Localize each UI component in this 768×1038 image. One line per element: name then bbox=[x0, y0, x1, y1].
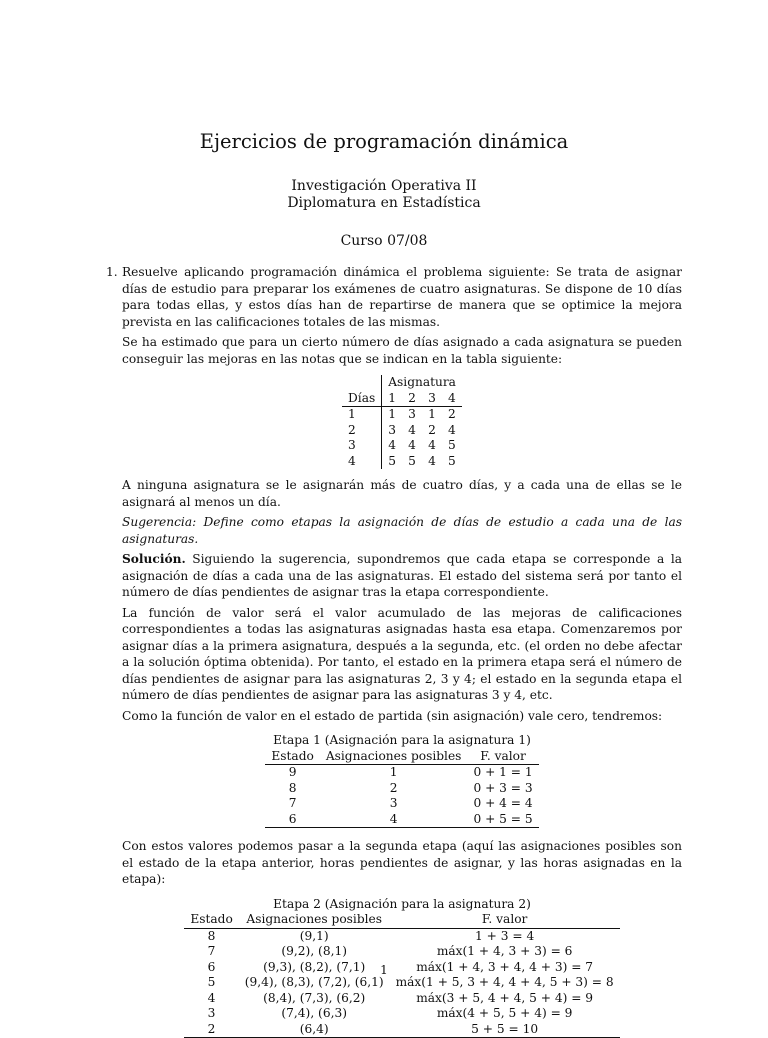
table-cell: 7 bbox=[288, 796, 297, 810]
solution-text: Siguiendo la sugerencia, supondremos que cada etapa se corresponde a la asignación de días a cada una de las asignaturas. El estado del sistema será por tanto el número de días pendientes de asignar tras la etapa correspondiente. bbox=[122, 552, 682, 599]
table-group-header: Asignatura bbox=[388, 375, 456, 389]
initial-state-paragraph: Como la función de valor en el estado de partida (sin asignación) vale cero, tendremos: bbox=[122, 708, 663, 723]
table-cell: 6 bbox=[288, 811, 297, 826]
document-title: Ejercicios de programación dinámica bbox=[199, 130, 569, 153]
table-cell: 8 bbox=[288, 780, 297, 795]
table-cell: 4 bbox=[388, 438, 396, 452]
table-cell: 5 bbox=[448, 453, 456, 468]
table-cell: 3 bbox=[389, 796, 398, 810]
table-cell: 4 bbox=[342, 454, 382, 470]
table-cell: (6,4) bbox=[299, 1021, 329, 1036]
exercise-statement: Resuelve aplicando programación dinámica el problema siguiente: Se trata de asignar días de estudio para preparar los exámenes de cuatro asignaturas. Se dispone de 10 días para todas ellas, y estos días han de repartirse de manera que se optimice la mejora prevista en las calificaciones totales de las mismas. bbox=[122, 265, 682, 329]
table-col-header: F. valor bbox=[481, 912, 528, 926]
table-cell: 2 bbox=[389, 780, 398, 795]
table-cell: 3 bbox=[342, 438, 382, 454]
table-cell: 2 bbox=[342, 423, 382, 439]
table-cell: (9,3), (8,2), (7,1) bbox=[263, 959, 366, 974]
hint-paragraph: Sugerencia: Define como etapas la asignación de días de estudio a cada una de las asignaturas. bbox=[122, 515, 682, 546]
table-cell: 1 bbox=[389, 765, 398, 779]
table-cell: 0 + 1 = 1 bbox=[473, 765, 533, 779]
table-cell: máx(1 + 4, 3 + 4, 4 + 3) = 7 bbox=[416, 959, 594, 974]
exercise-number: 1. bbox=[106, 265, 118, 279]
table-cell: 4 bbox=[408, 422, 416, 437]
exercise-table-intro: Se ha estimado que para un cierto número de días asignado a cada asignatura se pueden conseguir las mejoras en las notas que se indican en la tabla siguiente: bbox=[122, 335, 682, 366]
subtitle-degree: Diplomatura en Estadística bbox=[287, 195, 481, 211]
table-cell: (9,2), (8,1) bbox=[281, 944, 347, 958]
table-row bbox=[265, 812, 538, 828]
table-row bbox=[265, 781, 538, 797]
table-row bbox=[342, 407, 462, 423]
table-cell: (8,4), (7,3), (6,2) bbox=[263, 990, 366, 1005]
exercise-body bbox=[106, 264, 682, 1038]
table-col-header: 2 bbox=[408, 390, 416, 405]
table-cell: 8 bbox=[207, 928, 216, 943]
table-cell: 6 bbox=[207, 959, 216, 974]
table-row bbox=[265, 765, 538, 781]
table-cell: 0 + 4 = 4 bbox=[473, 796, 533, 810]
solution-label: Solución. bbox=[122, 552, 186, 566]
table-cell: 0 + 3 = 3 bbox=[473, 780, 533, 795]
table-cell: 2 bbox=[448, 407, 456, 421]
table-cell: 0 + 5 = 5 bbox=[473, 811, 533, 826]
table-cell: 1 bbox=[428, 407, 436, 421]
table-cell: 4 bbox=[428, 453, 436, 468]
table-cell: 1 bbox=[342, 407, 382, 423]
improvement-table bbox=[342, 375, 462, 469]
table-cell: 5 + 5 = 10 bbox=[471, 1021, 539, 1036]
table-cell: 2 bbox=[207, 1021, 216, 1036]
table-cell: 4 bbox=[207, 990, 216, 1005]
table-cell: 1 + 3 = 4 bbox=[475, 928, 535, 943]
stage1-caption: Etapa 1 (Asignación para la asignatura 1) bbox=[273, 733, 531, 747]
table-row bbox=[184, 928, 619, 944]
table-cell: 4 bbox=[408, 438, 416, 452]
constraint-paragraph: A ninguna asignatura se le asignarán más de cuatro días, y a cada una de ellas se le asignará al menos un día. bbox=[122, 478, 682, 509]
table-col-header: Estado bbox=[271, 748, 314, 763]
table-col-header: Asignaciones posibles bbox=[325, 748, 462, 763]
page-number: 1 bbox=[380, 963, 388, 977]
table-row bbox=[184, 991, 619, 1007]
table-col-header: 3 bbox=[428, 390, 436, 405]
table-row bbox=[342, 454, 462, 470]
solution-paragraph bbox=[122, 551, 682, 601]
table-cell: máx(3 + 5, 4 + 4, 5 + 4) = 9 bbox=[416, 990, 594, 1005]
table-col-header: F. valor bbox=[480, 748, 526, 763]
table-cell: (9,4), (8,3), (7,2), (6,1) bbox=[244, 975, 384, 989]
table-cell: máx(4 + 5, 5 + 4) = 9 bbox=[436, 1006, 573, 1020]
table-cell: 4 bbox=[448, 422, 456, 437]
table-cell: 5 bbox=[448, 438, 456, 452]
table-cell: 5 bbox=[388, 453, 396, 468]
table-col-header: 1 bbox=[388, 390, 396, 405]
table-corner bbox=[342, 375, 382, 391]
table-cell: 3 bbox=[207, 1006, 216, 1020]
table-cell: 5 bbox=[207, 975, 216, 989]
table-row bbox=[184, 1006, 619, 1022]
table-cell: máx(1 + 4, 3 + 3) = 6 bbox=[436, 944, 573, 958]
table-col-header: 4 bbox=[448, 390, 456, 405]
table-cell: 3 bbox=[408, 407, 416, 421]
table-col-header: Estado bbox=[190, 912, 233, 926]
table-row bbox=[184, 944, 619, 960]
table-cell: 4 bbox=[389, 811, 398, 826]
academic-year: Curso 07/08 bbox=[340, 233, 428, 249]
subtitle-course-name: Investigación Operativa II bbox=[291, 178, 477, 194]
table-cell: 4 bbox=[428, 438, 436, 452]
table-row bbox=[342, 438, 462, 454]
table-cell: 9 bbox=[288, 765, 297, 779]
table-row-header: Días bbox=[342, 391, 382, 407]
table-cell: 1 bbox=[388, 407, 396, 421]
table-cell: (9,1) bbox=[299, 928, 329, 943]
stage1-table bbox=[265, 749, 538, 829]
table-cell: 7 bbox=[207, 944, 216, 958]
table-row bbox=[342, 423, 462, 439]
table-col-header: Asignaciones posibles bbox=[246, 912, 382, 926]
table-row bbox=[265, 796, 538, 812]
table-cell: (7,4), (6,3) bbox=[281, 1006, 347, 1020]
stage2-caption: Etapa 2 (Asignación para la asignatura 2) bbox=[273, 896, 531, 911]
table-cell: 5 bbox=[408, 453, 416, 468]
stage2-intro-paragraph: Con estos valores podemos pasar a la segunda etapa (aquí las asignaciones posibles son el estado de la etapa anterior, horas pendientes de asignar, y las horas asignadas en la etapa): bbox=[122, 839, 682, 886]
table-cell: máx(1 + 5, 3 + 4, 4 + 4, 5 + 3) = 8 bbox=[395, 975, 614, 989]
value-function-paragraph: La función de valor será el valor acumulado de las mejoras de calificaciones correspondientes a todas las asignaturas asignadas hasta esa etapa. Comenzaremos por asignar días a la primera asignatura, después a la segunda, etc. (el orden no debe afectar a la solución óptima obtenida). Por tanto, el estado en la primera etapa será el número de días pendientes de asignar para las asignaturas 2, 3 y 4; el estado en la segunda etapa el número de días pendientes de asignar para las asignaturas 3 y 4, etc. bbox=[122, 605, 682, 702]
table-cell: 3 bbox=[388, 422, 396, 437]
table-cell: 2 bbox=[428, 422, 436, 437]
